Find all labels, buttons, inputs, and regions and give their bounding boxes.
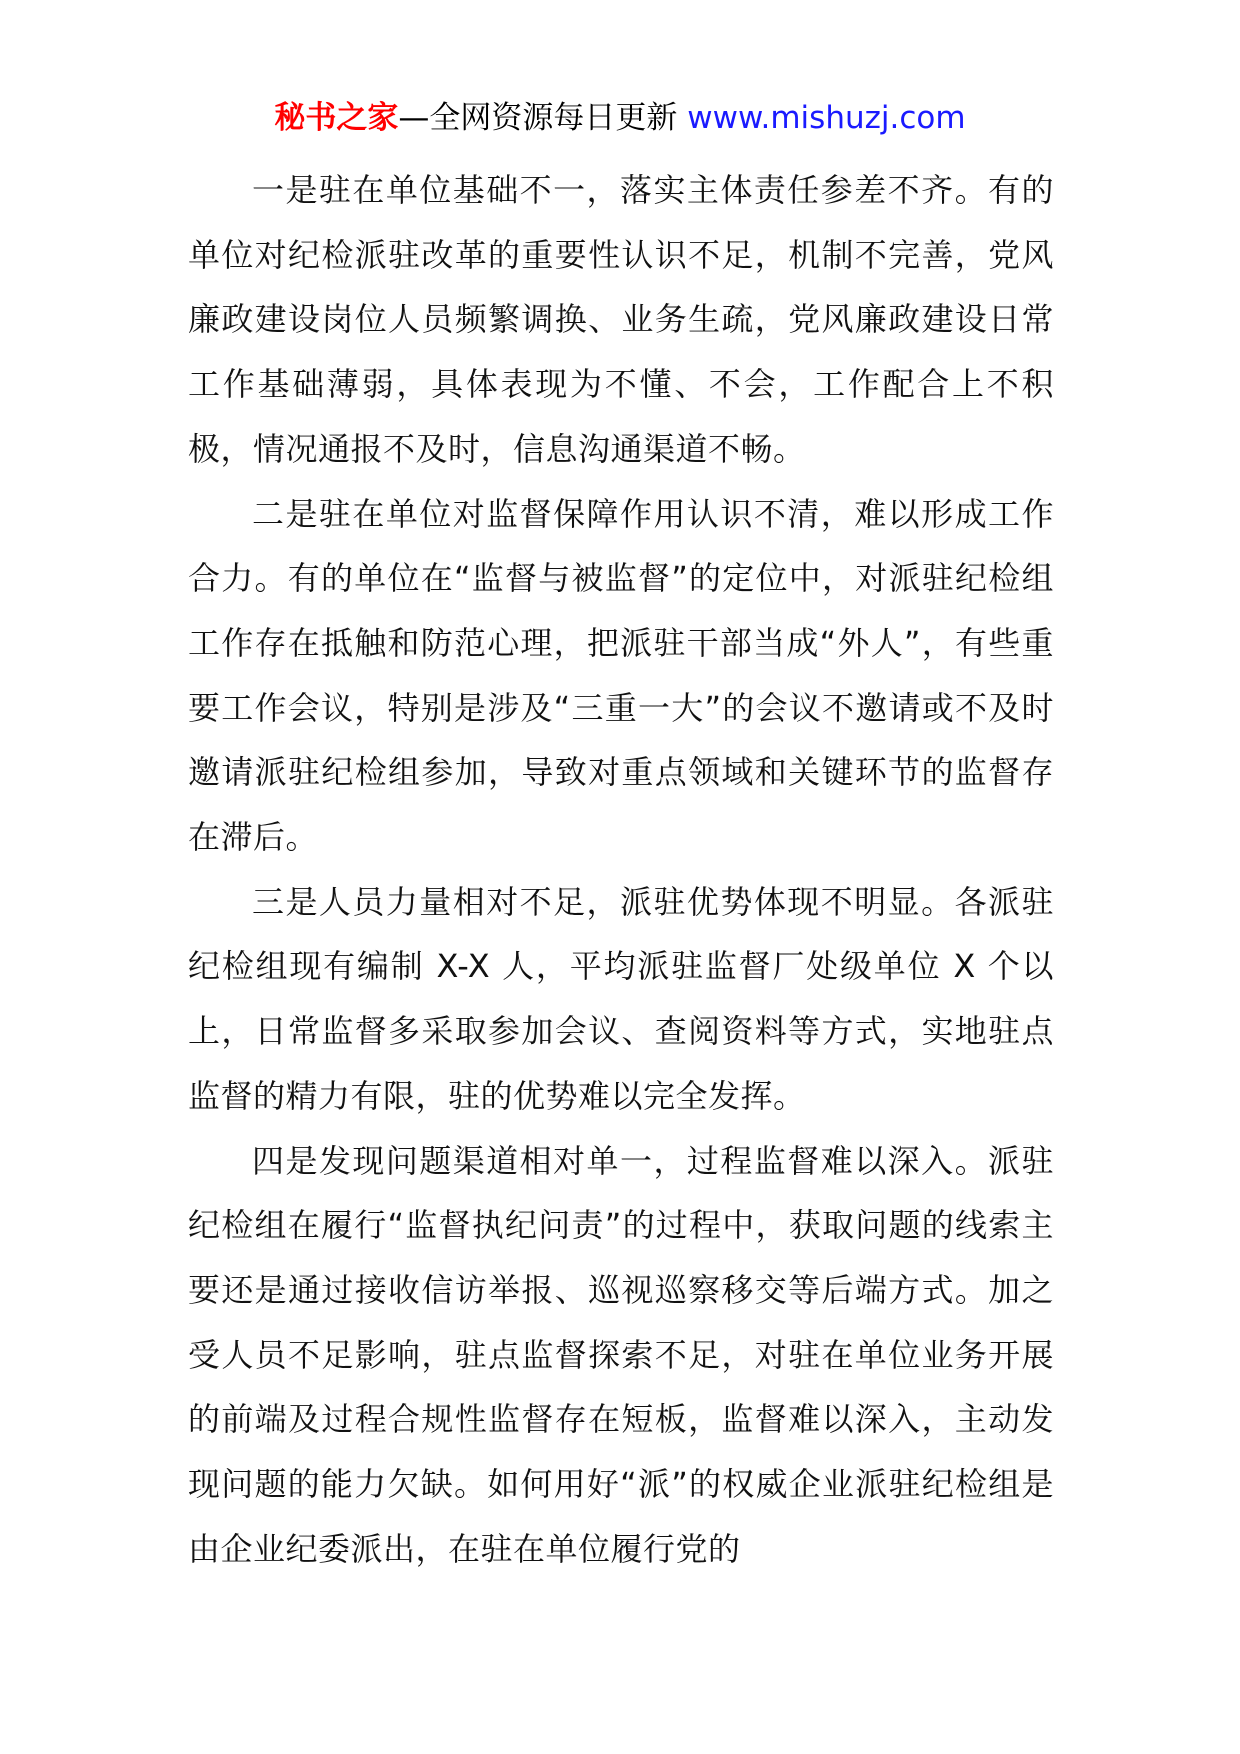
paragraph-4: 四是发现问题渠道相对单一，过程监督难以深入。派驻纪检组在履行“监督执纪问责”的过程中，获取问题的线索主要还是通过接收信访举报、巡视巡察移交等后端方式。加之受人员不足影响，驻点监督探索不足，对驻在单位业务开展的前端及过程合规性监督存在短板，监督难以深入，主动发现问题的能力欠缺。如何用好“派”的权威企业派驻纪检组是由企业纪委派出，在驻在单位履行党的 [188,1141,1054,1568]
brand-name: 秘书之家 [274,100,399,136]
header-tagline: —全网资源每日更新 [398,100,678,136]
site-url[interactable]: www.mishuzj.com [687,100,966,136]
document-body [188,158,1054,1581]
watermark-header [0,98,1240,138]
paragraph-3: 三是人员力量相对不足，派驻优势体现不明显。各派驻纪检组现有编制 X-X 人，平均派驻监督厂处级单位 X 个以上，日常监督多采取参加会议、查阅资料等方式，实地驻点监督的精力有限，驻的优势难以完全发挥。 [188,882,1054,1115]
paragraph-1: 一是驻在单位基础不一，落实主体责任参差不齐。有的单位对纪检派驻改革的重要性认识不足，机制不完善，党风廉政建设岗位人员频繁调换、业务生疏，党风廉政建设日常工作基础薄弱，具体表现为不懂、不会，工作配合上不积极，情况通报不及时，信息沟通渠道不畅。 [188,171,1054,468]
paragraph-2: 二是驻在单位对监督保障作用认识不清，难以形成工作合力。有的单位在“监督与被监督”的定位中，对派驻纪检组工作存在抵触和防范心理，把派驻干部当成“外人”，有些重要工作会议，特别是涉及“三重一大”的会议不邀请或不及时邀请派驻纪检组参加，导致对重点领域和关键环节的监督存在滞后。 [188,494,1054,857]
